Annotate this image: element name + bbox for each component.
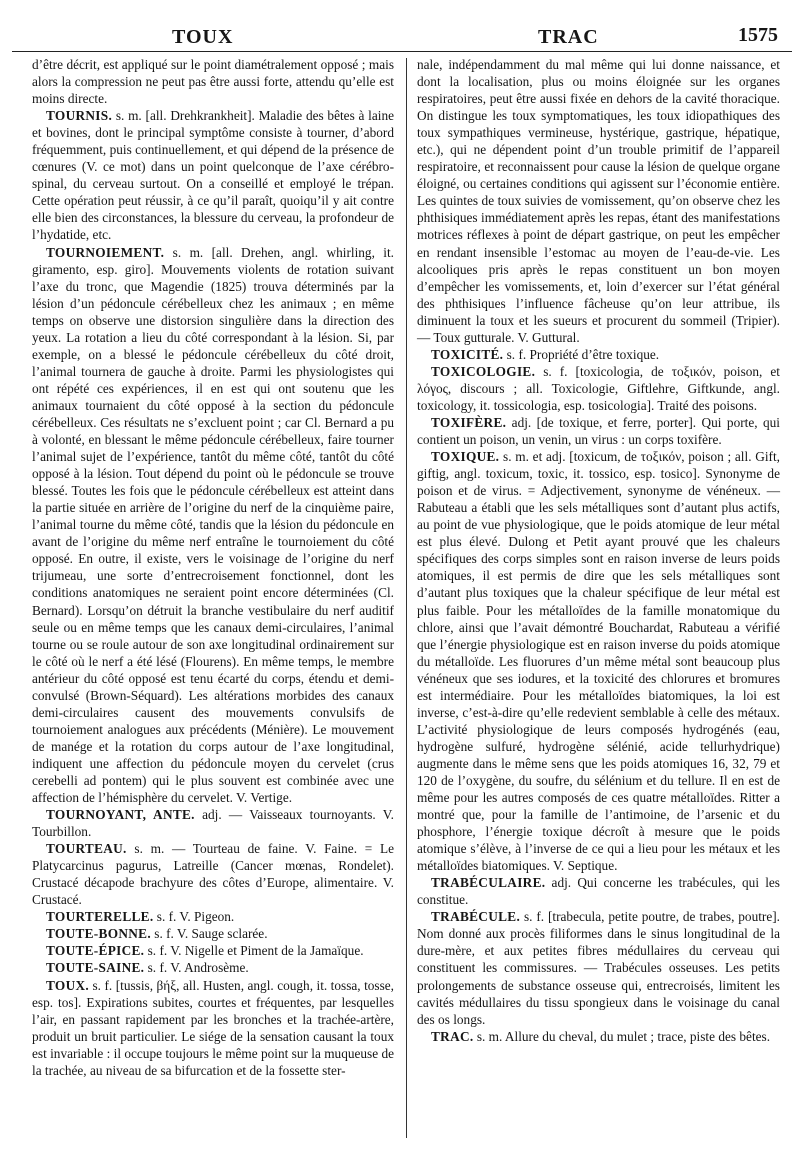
entry-headword: TRABÉCULE. [431, 909, 521, 925]
entry-headword: TRAC. [431, 1028, 474, 1044]
entry-headword: TOXIFÈRE. [431, 414, 507, 430]
header-right-word: TRAC [538, 26, 599, 48]
dictionary-entry [417, 414, 780, 448]
entry-headword: TOXICOLOGIE. [431, 363, 536, 379]
entry-text: adj. Qui concerne les trabécules, qui les constitue. [417, 875, 780, 908]
header-left-word: TOUX [172, 26, 234, 48]
entry-headword: TOXICITÉ. [431, 346, 504, 362]
entry-text: s. f. [trabecula, petite poutre, de trabes, poutre]. Nom donné aux procès filiformes dans le sinus longitudinal de la dure-mère, et aux petites fibres médullaires du cerveau qui constituent les commissures. — Trabécules osseuses. Les petits prolongements de substance osseuse qui, entrecroisés, limitent les cavités médullaires du tissu spongieux dans le voisinage du canal des os longs. [417, 909, 780, 1027]
dictionary-entry [417, 874, 780, 908]
running-header [0, 18, 800, 52]
dictionary-entry [32, 942, 394, 959]
entry-continuation [32, 56, 394, 107]
dictionary-entry [417, 1028, 780, 1045]
dictionary-entry [32, 977, 394, 1079]
dictionary-entry [32, 908, 394, 925]
dictionary-entry [417, 908, 780, 1027]
dictionary-entry [32, 806, 394, 840]
entry-text: s. m. — Tourteau de faine. V. Faine. = Le Platycarcinus pagurus, Latreille (Cancer mœnas, Rondelet). Crustacé décapode brachyure des côtes d’Europe, alimentaire. V. Crustacé. [32, 841, 394, 908]
entry-text: s. m. Allure du cheval, du mulet ; trace, piste des bêtes. [473, 1028, 771, 1044]
entry-text: s. f. V. Pigeon. [153, 909, 235, 925]
entry-text: s. f. [tussis, βήξ, all. Husten, angl. cough, it. tossa, tosse, esp. tos]. Expirations subites, courtes et fréquentes, par lesquelles l’air, en passant rapidement par les bronches et la trachée-artère, produit un bruit particulier. Le siége de la sensation causant la toux est invariable : il occupe toujours le même point sur la muqueuse de la trachée, au niveau de sa bifurcation et de la fossette ster- [32, 977, 394, 1078]
entry-headword: TOUTE-BONNE. [46, 926, 151, 942]
entry-headword: TOURTEAU. [46, 841, 127, 857]
entry-text: adj. — Vaisseaux tournoyants. V. Tourbillon. [32, 807, 394, 840]
entry-text: s. f. V. Sauge sclarée. [150, 926, 268, 942]
entry-headword: TOURNIS. [46, 108, 113, 124]
dictionary-entry [32, 840, 394, 908]
dictionary-entry [417, 448, 780, 874]
entry-headword: TOUTE-SAINE. [46, 960, 145, 976]
entry-headword: TOXIQUE. [431, 449, 500, 465]
entry-text: s. f. V. Nigelle et Piment de la Jamaïque. [144, 943, 364, 959]
entry-text: nale, indépendamment du mal même qui lui donne naissance, et dont la localisation, plus ou moins éloignée sur les organes respiratoires, peut être aussi fixée en dehors de la cavité thoracique. On distingue les toux symptomatiques, les toux idiopathiques des toux sympathiques vermineuse, hystérique, gastrique, hépatique, etc.), qui ne dépendent point d’un trouble primitif de l’appareil respiratoire, et reconnaissent pour cause la lésion de quelque organe éloigné, ou certaines conditions qui agissent sur l’économie entière. Les quintes de toux suivies de vomissement, qu’on observe chez les phthisiques immédiatement après les repas, étant des manifestations motrices réflexes à point de départ gastrique, on peut les empêcher en rendant insensible l’estomac au moyen de l’eau-de-vie. Les alcooliques pris après le repas constituent un bon moyen d’empêcher les vomissements, et, loin d’exercer sur l’état général des phthisiques l’influence fâcheuse qu’on leur attribue, ils diminuent la toux et les sueurs et procurent du sommeil (Tripier). — Toux gutturale. V. Guttural. [417, 57, 780, 345]
dictionary-entry [32, 959, 394, 976]
entry-headword: TOURNOYANT, ANTE. [46, 807, 195, 823]
page-number: 1575 [738, 24, 778, 46]
entry-text: s. f. [toxicologia, de τοξικόν, poison, et λόγος, discours ; all. Toxicologie, Giftlehre, Giftkunde, angl. toxicology, it. tossicologia, esp. tosicologia]. Traité des poisons. [417, 363, 780, 413]
dictionary-entry [417, 346, 780, 363]
entry-headword: TOUX. [46, 977, 90, 993]
dictionary-entry [417, 363, 780, 414]
left-column [32, 56, 394, 1079]
dictionary-entry [32, 244, 394, 807]
entry-text: s. m. [all. Drehen, angl. whirling, it. giramento, esp. giro]. Mouvements violents de rotation suivant l’axe du tronc, que Magendie (1825) trouva déterminés par la lésion d’un pédoncule cérébelleux chez les animaux ; en même temps on observe une distorsion singulière dans la direction des yeux. La rotation a lieu du côté correspondant à la lésion. Si, par exemple, on a blessé le pédoncule cérébelleux du côté droit, l’animal tournera de gauche à droite. Parmi les physiologistes qui ont répété ces expériences, il en est qui ont soutenu que les animaux tournaient du côté opposé à la section du pédoncule cérébelleux. Ces résultats ne s’excluent point ; car Cl. Bernard a pu à volonté, en blessant le même pédoncule cérébelleux, faire tourner l’animal sujet de l’expérience, tantôt du même côté, tantôt du côté opposé à la lésion. Tout dépend du point où le pédoncule se trouve blessé. Toutes les fois que le pédoncule cérébelleux est atteint dans la partie située en arrière de l’origine du nerf de la cinquième paire, l’animal tourne du même côté, tandis que la lésion du pédoncule en avant de l’origine du même nerf entraîne le tournoiement du côté opposé. En outre, il existe, vers le voisinage de l’origine du nerf trijumeau, une sorte d’entrecroisement fonctionnel, dont les conditions anatomiques ne seraient point encore déterminées (Cl. Bernard). Lorsqu’on détruit la branche vestibulaire du nerf auditif seule ou en même temps que les canaux demi-circulaires, l’animal tourne ou se roule autour de son axe longitudinal ordinairement sur le côté où le nerf a été lésé (Flourens). En même temps, le membre antérieur du côté opposé est tenu écarté du corps, étendu et demi-convulsé (Brown-Séquard). Les altérations morbides des canaux demi-circulaires causent des mouvements convulsifs de tournoiement analogues aux précédents (Ménière). Le mouvement de manége et la rotation du corps autour de l’axe longitudinal, indiquent une affection du pédoncule moyen du cervelet (crus cerebelli ad pontem) qui le plus souvent est combinée avec une affection de l’hémisphère du cervelet. V. Vertige. [32, 244, 394, 806]
right-column [417, 56, 780, 1045]
entry-headword: TOURTERELLE. [46, 909, 154, 925]
column-divider [406, 58, 407, 1138]
entry-text: s. f. Propriété d’être toxique. [503, 346, 660, 362]
entry-headword: TOURNOIEMENT. [46, 244, 165, 260]
entry-text: s. m. [all. Drehkrankheit]. Maladie des bêtes à laine et bovines, dont le principal symptôme consiste à tourner, d’abord fréquemment, puis continuellement, et qui dépend de la présence de cœnures (V. ce mot) dans un point quelconque de l’axe cérébro-spinal, du cerveau surtout. On a conseillé et employé le trépan. Cette opération peut réussir, à ce qu’il paraît, quoiqu’il y ait contre elle bien des circonstances, la blessure du cerveau, la profondeur de l’hydatide, etc. [32, 108, 394, 243]
entry-headword: TOUTE-ÉPICE. [46, 943, 145, 959]
entry-text: s. f. V. Androsème. [144, 960, 249, 976]
entry-continuation [417, 56, 780, 346]
entry-text: adj. [de toxique, et ferre, porter]. Qui porte, qui contient un poison, un venin, un virus : un corps toxifère. [417, 414, 780, 448]
entry-text: d’être décrit, est appliqué sur le point diamétralement opposé ; mais alors la compression ne peut pas être aussi forte, attendu qu’elle est moins directe. [32, 57, 394, 107]
header-rule [12, 51, 792, 52]
entry-text: s. m. et adj. [toxicum, de τοξικόν, poison ; all. Gift, giftig, angl. toxicum, toxic, it. tossico, esp. tosico]. Synonyme de poison et de virus. = Adjectivement, synonyme de vénéneux. — Rabuteau a établi que les sels métalliques sont d’autant plus actifs, au point de vue physiologique, que le poids atomique de leur métal est plus élevé. Dulong et Petit ayant prouvé que les chaleurs spécifiques des corps simples sont en raison inverse de leurs poids atomiques, il est permis de dire que les sels métalliques sont d’autant plus toxiques que la chaleur spécifique de leur métal est plus faible. Pour les métalloïdes de la famille monatomique du chlore, ainsi que l’avait démontré Bouchardat, Rabuteau a vérifié que l’énergie physiologique est en raison inverse du poids atomique du métalloïde. Les fluorures d’un même métal sont beaucoup plus vénéneux que ses iodures, et la toxicité des chlorures et bromures est intermédiaire. Pour les métalloïdes biatomiques, la loi est inverse, c’est-à-dire qu’elle redevient semblable à celle des métaux. L’activité physiologique de leurs composés hydrogénés (eau, hydrogène sulfuré, hydrogène sélénié, acide tellurhydrique) augmente dans le même sens que les poids atomiques 16, 32, 79 et 120 de l’oxygène, du soufre, du sélénium et du tellure. Il en est de même pour les autres composés de ces quatre métalloïdes. Ritter a montré que, pour la famille de l’antimoine, de l’arsenic et du phosphore, l’énergie toxique décroît à mesure que le poids atomique s’élève, à l’inverse de ce qui a lieu pour les métaux et les métalloïdes biatomiques. V. Septique. [417, 449, 780, 874]
dictionary-entry [32, 925, 394, 942]
dictionary-entry [32, 107, 394, 243]
entry-headword: TRABÉCULAIRE. [431, 875, 546, 891]
